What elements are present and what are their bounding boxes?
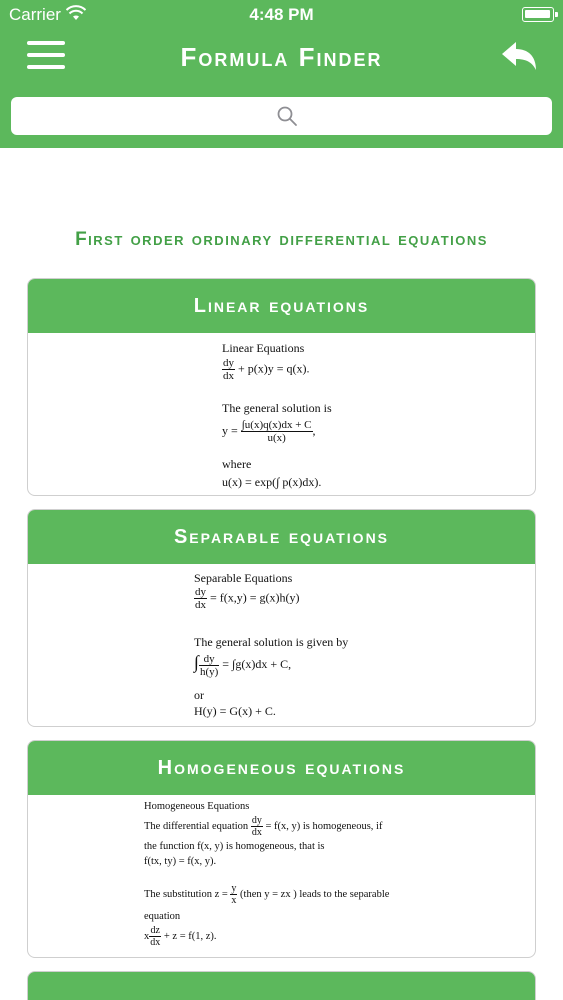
card-separable-equations[interactable]	[27, 509, 536, 727]
formula-text: Linear Equations	[222, 341, 305, 355]
formula-text: where	[222, 457, 252, 471]
status-bar	[0, 0, 563, 30]
search-bar[interactable]	[11, 97, 552, 135]
formula-text: The substitution z = $\frac{y}{x}$ (then y = zx ) leads to the separable	[144, 883, 390, 906]
formula-equation: ∫ $\frac{dy}{h(y)}$ = ∫g(x)dx + C,	[194, 652, 292, 678]
formula-text: The general solution is given by	[194, 635, 349, 649]
back-reply-icon[interactable]	[500, 40, 538, 72]
formula-text: The differential equation $\frac{dy}{dx}$ = f(x, y) is homogeneous, if	[144, 815, 383, 838]
card-title: Homogeneous equations	[28, 741, 535, 795]
clock: 4:48 PM	[249, 5, 314, 24]
formula-text: The general solution is	[222, 401, 332, 415]
formula-text: the function f(x, y) is homogeneous, that is	[144, 841, 325, 852]
formula-text: Homogeneous Equations	[144, 801, 250, 812]
formula-equation: u(x) = exp(∫ p(x)dx).	[222, 475, 322, 489]
search-input[interactable]	[11, 97, 552, 135]
formula-equation: x $\frac{dz}{dx}$ + z = f(1, z).	[144, 925, 217, 948]
card-linear-equations[interactable]	[27, 278, 536, 496]
formula-equation: $\frac{dy}{dx}$ + p(x)y = q(x).	[223, 357, 310, 382]
formula-text: f(tx, ty) = f(x, y).	[144, 856, 217, 867]
battery-icon	[522, 7, 554, 22]
section-heading: First order ordinary differential equations	[75, 229, 488, 250]
app-title: Formula Finder	[180, 42, 383, 72]
carrier-label: Carrier	[9, 5, 61, 24]
formula-text: or	[194, 688, 204, 702]
formula-equation: $\frac{dy}{dx}$ = f(x,y) = g(x)h(y)	[195, 586, 300, 611]
card-homogeneous-equations[interactable]	[27, 740, 536, 958]
formula-equation: H(y) = G(x) + C.	[194, 704, 276, 718]
formula-equation: y = $\frac{\int u(x)q(x)dx + C}{u(x)}$ ,	[222, 419, 316, 444]
card-title: Separable equations	[28, 510, 535, 564]
formula-text: Separable Equations	[194, 571, 293, 585]
header-bar	[0, 0, 563, 148]
formula-text: equation	[144, 911, 181, 922]
card-partial[interactable]	[27, 971, 536, 1000]
card-title: Linear equations	[28, 279, 535, 333]
